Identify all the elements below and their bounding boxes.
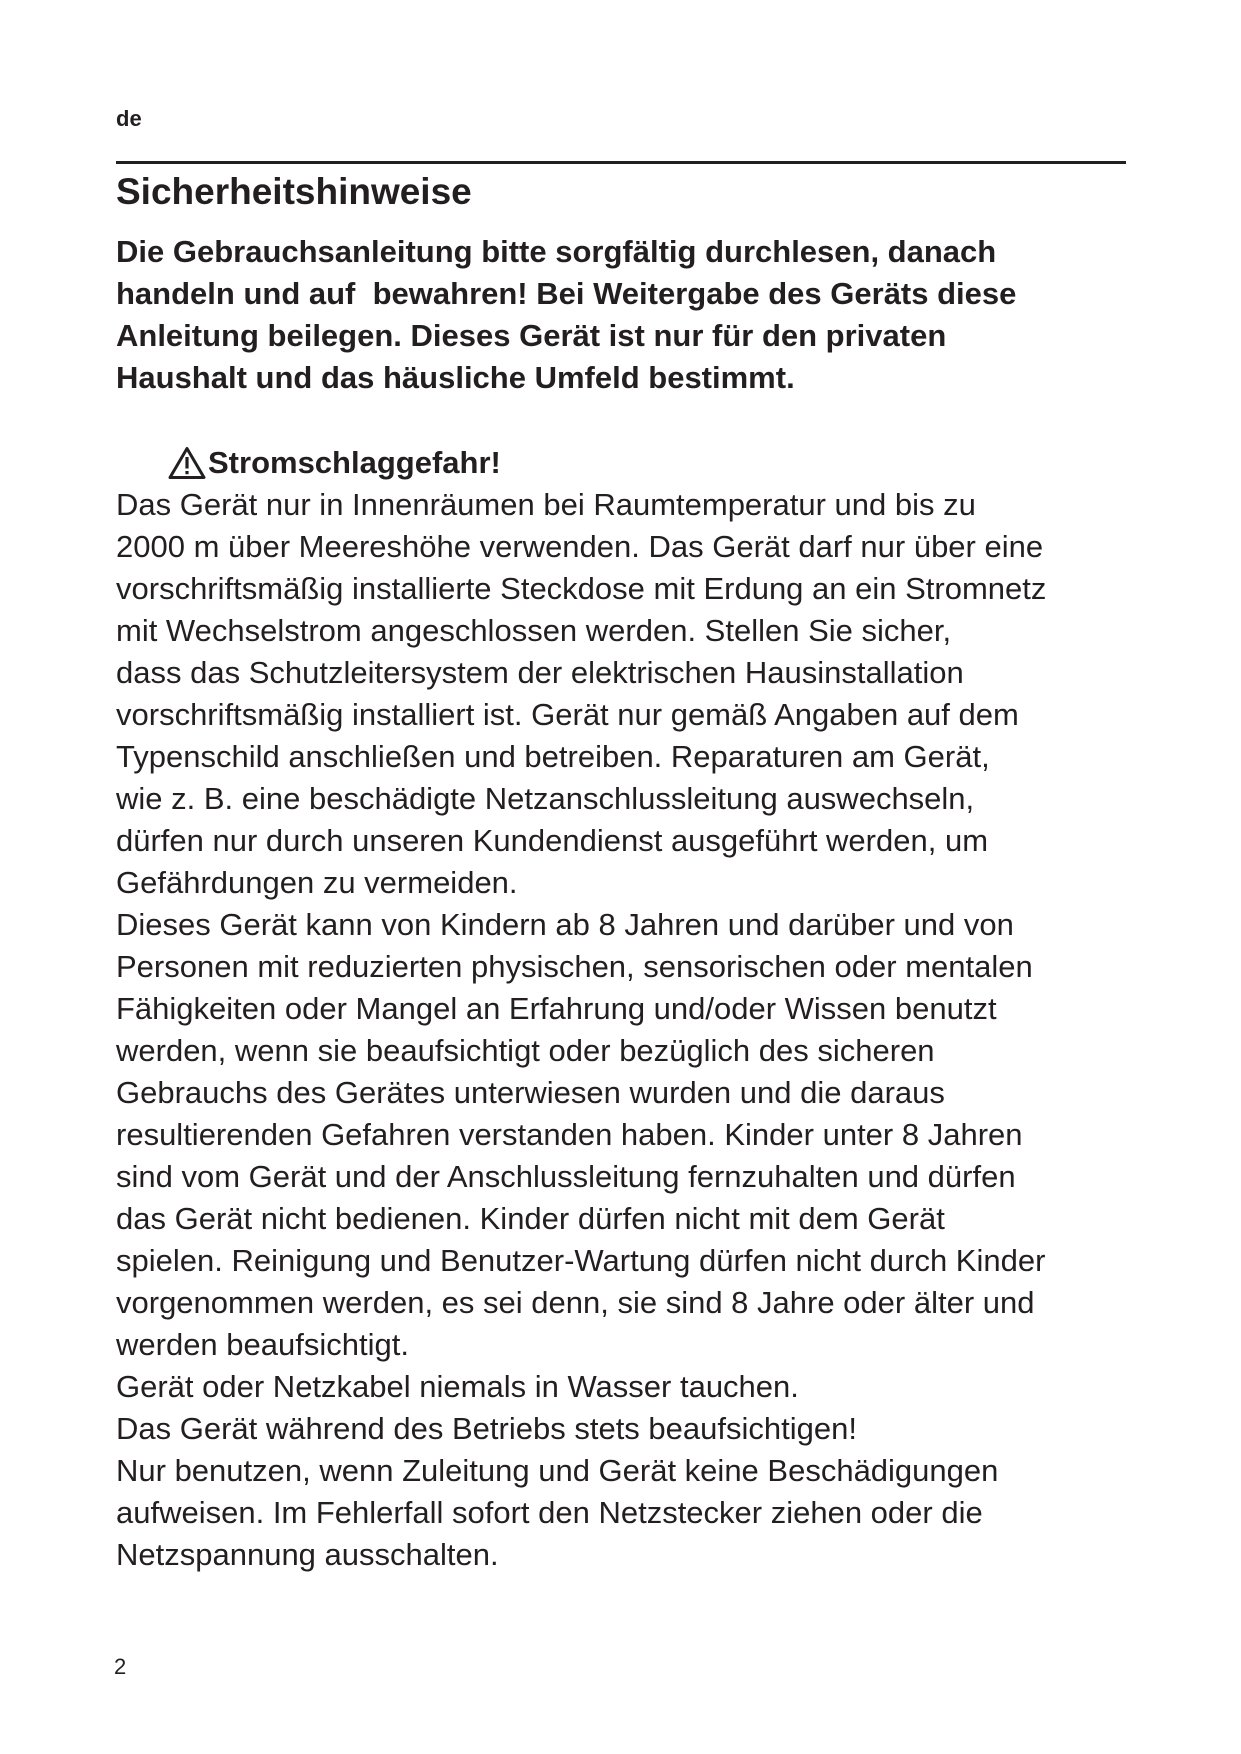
body-line: Personen mit reduzierten physischen, sensorischen oder mentalen (116, 949, 1033, 984)
body-line: vorgenommen werden, es sei denn, sie sind 8 Jahre oder älter und (116, 1285, 1035, 1320)
body-line: wie z. B. eine beschädigte Netzanschlussleitung auswechseln, (116, 781, 975, 816)
body-line: resultierenden Gefahren verstanden haben. Kinder unter 8 Jahren (116, 1117, 1023, 1152)
intro-line: Die Gebrauchsanleitung bitte sorgfältig durchlesen, danach (116, 234, 997, 269)
body-line: Das Gerät während des Betriebs stets beaufsichtigen! (116, 1411, 857, 1446)
body-line: Gefährdungen zu vermeiden. (116, 865, 518, 900)
warning-label: Stromschlaggefahr! (208, 445, 501, 480)
body-line: Dieses Gerät kann von Kindern ab 8 Jahren und darüber und von (116, 907, 1014, 942)
body-line: werden, wenn sie beaufsichtigt oder bezüglich des sicheren (116, 1033, 935, 1068)
intro-line: handeln und auf bewahren! Bei Weitergabe des Geräts diese (116, 276, 1017, 311)
body-line: Gebrauchs des Gerätes unterwiesen wurden und die daraus (116, 1075, 945, 1110)
body-line: Gerät oder Netzkabel niemals in Wasser tauchen. (116, 1369, 799, 1404)
language-code: de (116, 106, 142, 131)
warning-triangle-icon (168, 446, 206, 480)
header-rule (116, 161, 1126, 164)
body-line: werden beaufsichtigt. (116, 1327, 409, 1362)
intro-line: Haushalt und das häusliche Umfeld bestimmt. (116, 360, 795, 395)
body-line: dass das Schutzleitersystem der elektrischen Hausinstallation (116, 655, 964, 690)
intro-paragraph (116, 231, 1126, 399)
body-line: aufweisen. Im Fehlerfall sofort den Netzstecker ziehen oder die (116, 1495, 983, 1530)
intro-line: Anleitung beilegen. Dieses Gerät ist nur für den privaten (116, 318, 947, 353)
page-number: 2 (114, 1654, 127, 1679)
warning-heading (168, 442, 501, 484)
body-line: das Gerät nicht bedienen. Kinder dürfen nicht mit dem Gerät (116, 1201, 945, 1236)
body-line: sind vom Gerät und der Anschlussleitung fernzuhalten und dürfen (116, 1159, 1016, 1194)
body-line: Das Gerät nur in Innenräumen bei Raumtemperatur und bis zu (116, 487, 976, 522)
body-line: Nur benutzen, wenn Zuleitung und Gerät keine Beschädigungen (116, 1453, 999, 1488)
body-line: Netzspannung ausschalten. (116, 1537, 499, 1572)
body-line: Typenschild anschließen und betreiben. Reparaturen am Gerät, (116, 739, 990, 774)
page-title: Sicherheitshinweise (116, 171, 472, 212)
body-line: mit Wechselstrom angeschlossen werden. Stellen Sie sicher, (116, 613, 952, 648)
safety-instructions (116, 484, 1126, 1576)
body-line: 2000 m über Meereshöhe verwenden. Das Gerät darf nur über eine (116, 529, 1044, 564)
body-line: dürfen nur durch unseren Kundendienst ausgeführt werden, um (116, 823, 989, 858)
body-line: vorschriftsmäßig installierte Steckdose mit Erdung an ein Stromnetz (116, 571, 1047, 606)
body-line: Fähigkeiten oder Mangel an Erfahrung und/oder Wissen benutzt (116, 991, 997, 1026)
body-line: spielen. Reinigung und Benutzer-Wartung dürfen nicht durch Kinder (116, 1243, 1046, 1278)
body-line: vorschriftsmäßig installiert ist. Gerät nur gemäß Angaben auf dem (116, 697, 1019, 732)
